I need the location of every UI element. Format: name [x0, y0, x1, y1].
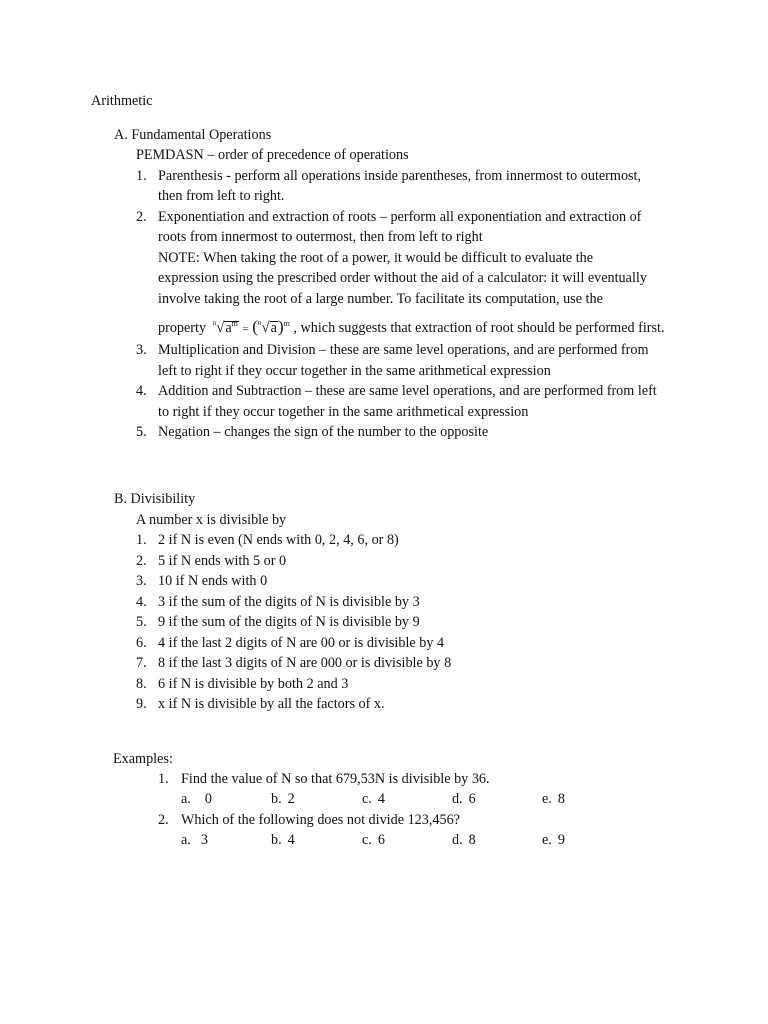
choice-c: c. 6: [362, 832, 385, 848]
list-item-text: Negation – changes the sign of the number to the opposite: [158, 424, 489, 440]
choice-a: a. 0: [181, 791, 212, 807]
list-item-number: 3.: [136, 573, 147, 589]
choice-b: b. 4: [271, 832, 295, 848]
property-line: [158, 318, 665, 339]
list-item-number: 5.: [136, 614, 147, 630]
list-item-text: left to right if they occur together in the same arithmetical expression: [158, 363, 551, 379]
question-text: Which of the following does not divide 123,456?: [181, 812, 460, 828]
formula-root-index: n: [257, 319, 262, 327]
list-item-text: 3 if the sum of the digits of N is divisible by 3: [158, 594, 420, 610]
list-item-text: 8 if the last 3 digits of N are 000 or is divisible by 8: [158, 655, 452, 671]
list-item-text: roots from innermost to outermost, then from left to right: [158, 229, 483, 245]
list-item-text: 2 if N is even (N ends with 0, 2, 4, 6, or 8): [158, 532, 399, 548]
formula-equals: =: [242, 323, 249, 335]
list-item-text: Exponentiation and extraction of roots – perform all exponentiation and extraction of: [158, 209, 642, 225]
list-item-text: then from left to right.: [158, 188, 285, 204]
section-a-heading: A. Fundamental Operations: [114, 127, 272, 143]
choice-e: e. 9: [542, 832, 565, 848]
page-title: Arithmetic: [91, 93, 153, 109]
list-item-number: 4.: [136, 383, 147, 399]
list-item-number: 2.: [136, 553, 147, 569]
list-item-number: 5.: [136, 424, 147, 440]
choice-b: b. 2: [271, 791, 295, 807]
choice-e: e. 8: [542, 791, 565, 807]
formula-base: a: [225, 320, 232, 336]
formula-root-index: n: [212, 319, 217, 327]
list-item-text: Addition and Subtraction – these are same level operations, and are performed from left: [158, 383, 657, 399]
list-item-number: 9.: [136, 696, 147, 712]
section-b-heading: B. Divisibility: [114, 491, 196, 507]
list-item-text: 6 if N is divisible by both 2 and 3: [158, 676, 349, 692]
examples-heading: Examples:: [113, 751, 173, 767]
note-text: NOTE: When taking the root of a power, it would be difficult to evaluate the: [158, 250, 594, 266]
formula-exponent: m: [231, 319, 238, 328]
list-item-number: 6.: [136, 635, 147, 651]
list-item-number: 1.: [136, 168, 147, 184]
list-item-text: 9 if the sum of the digits of N is divisible by 9: [158, 614, 420, 630]
list-item-number: 8.: [136, 676, 147, 692]
list-item-text: 10 if N ends with 0: [158, 573, 268, 589]
radical-icon: √: [216, 320, 225, 336]
list-item-text: to right if they occur together in the same arithmetical expression: [158, 404, 529, 420]
list-item-number: 4.: [136, 594, 147, 610]
list-item-text: Parenthesis - perform all operations inside parentheses, from innermost to outermost,: [158, 168, 642, 184]
formula-exponent: m: [283, 319, 290, 328]
choice-c: c. 4: [362, 791, 385, 807]
list-item-text: 5 if N ends with 5 or 0: [158, 553, 287, 569]
list-item-number: 7.: [136, 655, 147, 671]
list-item-text: Multiplication and Division – these are same level operations, and are performed from: [158, 342, 649, 358]
choice-d: d. 8: [452, 832, 476, 848]
choice-d: d. 6: [452, 791, 476, 807]
formula-base: a: [270, 320, 277, 336]
question-number: 2.: [158, 812, 169, 828]
list-item-number: 3.: [136, 342, 147, 358]
list-item-text: x if N is divisible by all the factors of x.: [158, 696, 385, 712]
property-suffix: , which suggests that extraction of root should be performed first.: [293, 320, 665, 336]
section-a-subheading: PEMDASN – order of precedence of operations: [136, 147, 409, 163]
property-prefix: property: [158, 320, 207, 336]
question-number: 1.: [158, 771, 169, 787]
root-formula: $^n√a^m = (^n√a)^m$: [212, 317, 290, 336]
choice-a: a. 3: [181, 832, 208, 848]
list-item-text: 4 if the last 2 digits of N are 00 or is divisible by 4: [158, 635, 445, 651]
list-item-number: 2.: [136, 209, 147, 225]
list-item-number: 1.: [136, 532, 147, 548]
note-text: expression using the prescribed order without the aid of a calculator: it will eventually: [158, 270, 647, 286]
radical-icon: √: [261, 320, 270, 336]
section-b-intro: A number x is divisible by: [136, 512, 287, 528]
note-text: involve taking the root of a large number. To facilitate its computation, use the: [158, 291, 603, 307]
question-text: Find the value of N so that 679,53N is divisible by 36.: [181, 771, 490, 787]
